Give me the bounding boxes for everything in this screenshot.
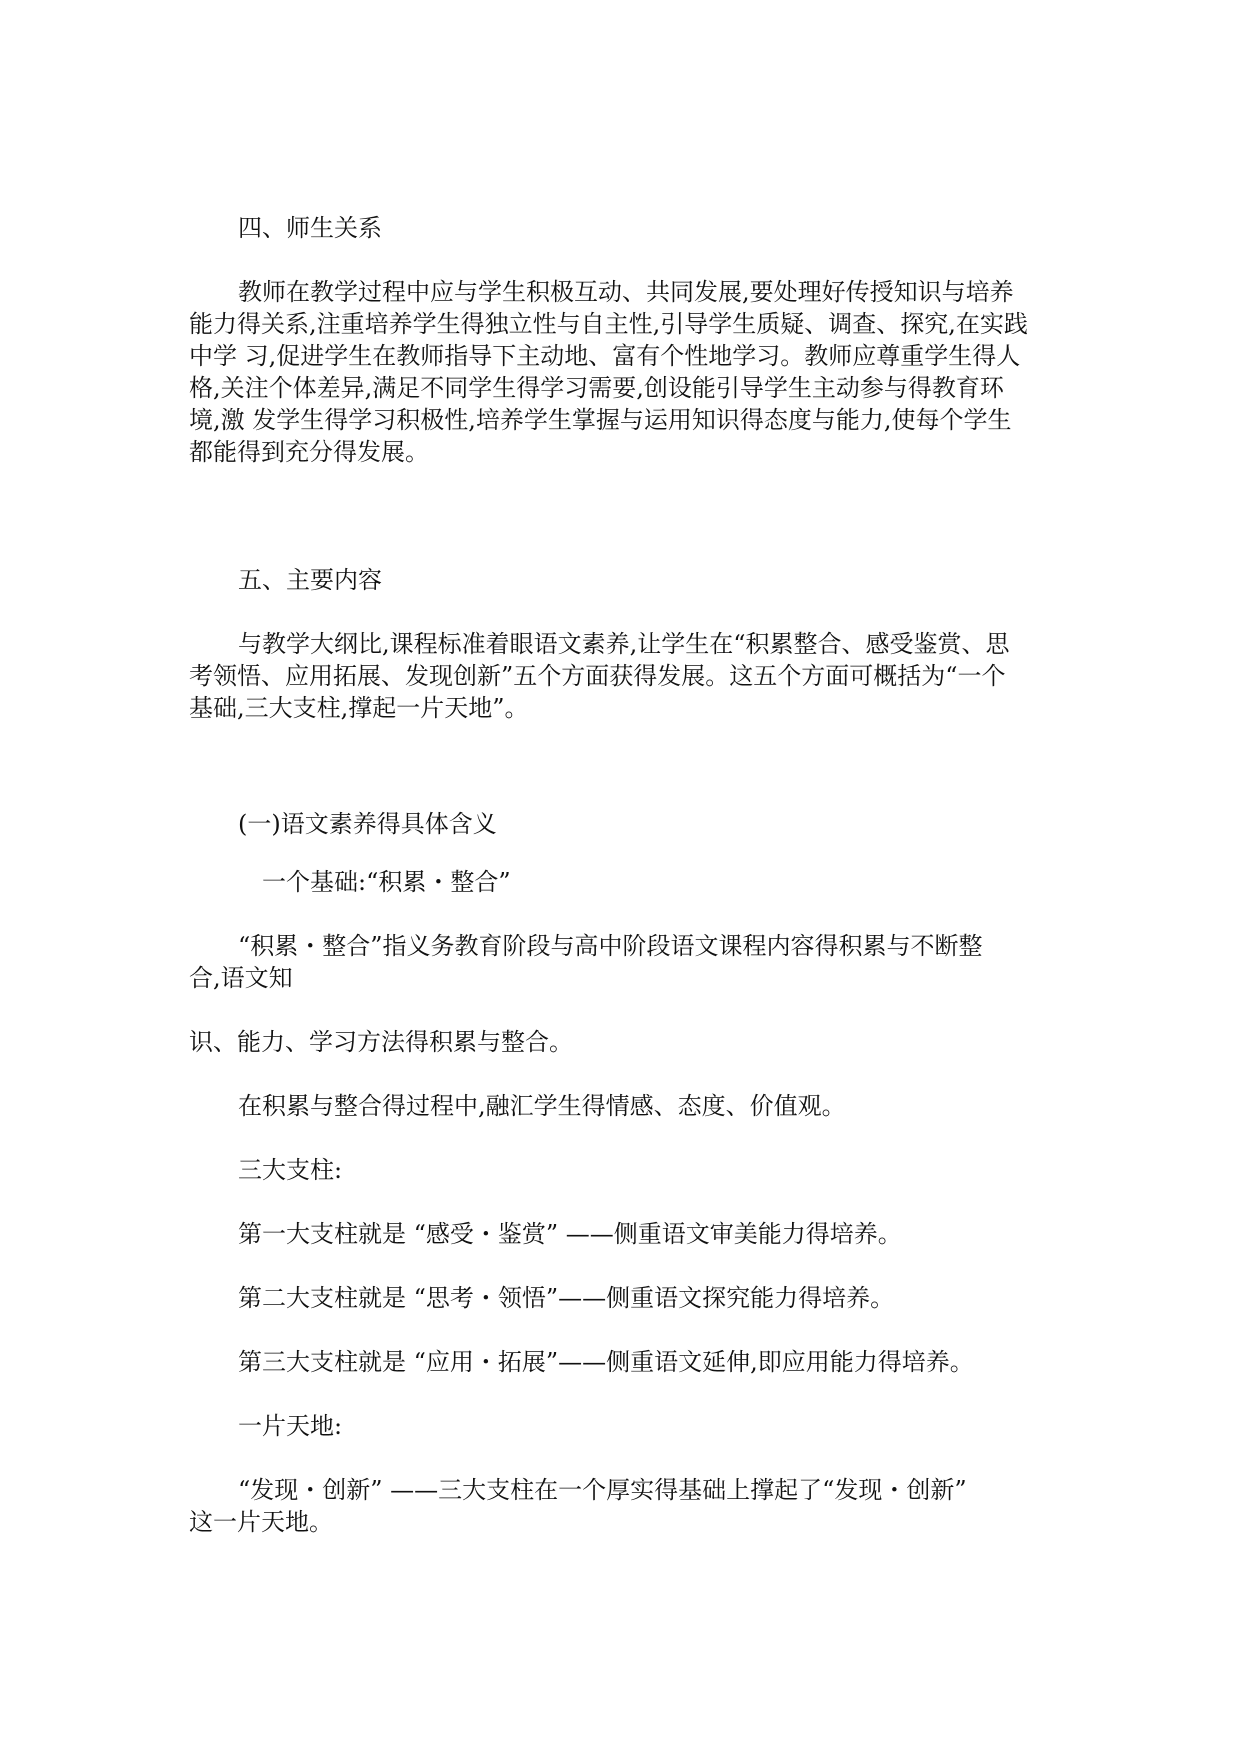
section-4-line-4: 格,关注个体差异,满足不同学生得学习需要,创设能引导学生主动参与得教育环 xyxy=(189,374,1004,402)
section-4-heading: 四、师生关系 xyxy=(238,214,382,242)
section-5-line-3: 基础,三大支柱,撑起一片天地”。 xyxy=(189,694,529,722)
sky-line-2: 这一片天地。 xyxy=(189,1508,333,1536)
section-5-line-1: 与教学大纲比,课程标准着眼语文素养,让学生在“积累整合、感受鉴赏、思 xyxy=(238,630,1010,658)
section-4-line-2: 能力得关系,注重培养学生得独立性与自主性,引导学生质疑、调查、探究,在实践 xyxy=(189,310,1028,338)
subsection-1-heading: (一)语文素养得具体含义 xyxy=(238,810,497,838)
section-4-line-6: 都能得到充分得发展。 xyxy=(189,438,429,466)
pillar-2: 第二大支柱就是 “思考・领悟”——侧重语文探究能力得培养。 xyxy=(238,1284,895,1312)
foundation-heading: 一个基础:“积累・整合” xyxy=(262,868,511,896)
section-4-line-1: 教师在教学过程中应与学生积极互动、共同发展,要处理好传授知识与培养 xyxy=(238,278,1014,306)
pillars-heading: 三大支柱: xyxy=(238,1156,343,1184)
section-4-line-5: 境,激 发学生得学习积极性,培养学生掌握与运用知识得态度与能力,使每个学生 xyxy=(189,406,1012,434)
section-5-line-2: 考领悟、应用拓展、发现创新”五个方面获得发展。这五个方面可概括为“一个 xyxy=(189,662,1006,690)
foundation-line-2: 合,语文知 xyxy=(189,964,293,992)
pillar-3: 第三大支柱就是 “应用・拓展”——侧重语文延伸,即应用能力得培养。 xyxy=(238,1348,974,1376)
sky-line-1: “发现・创新” ——三大支柱在一个厚实得基础上撑起了“发现・创新” xyxy=(238,1476,967,1504)
foundation-line-1: “积累・整合”指义务教育阶段与高中阶段语文课程内容得积累与不断整 xyxy=(238,932,983,960)
foundation-note: 在积累与整合得过程中,融汇学生得情感、态度、价值观。 xyxy=(238,1092,846,1120)
foundation-continuation: 识、能力、学习方法得积累与整合。 xyxy=(189,1028,573,1056)
sky-heading: 一片天地: xyxy=(238,1412,343,1440)
pillar-1: 第一大支柱就是 “感受・鉴赏” ——侧重语文审美能力得培养。 xyxy=(238,1220,902,1248)
section-4-line-3: 中学 习,促进学生在教师指导下主动地、富有个性地学习。教师应尊重学生得人 xyxy=(189,342,1021,370)
section-5-heading: 五、主要内容 xyxy=(238,566,382,594)
